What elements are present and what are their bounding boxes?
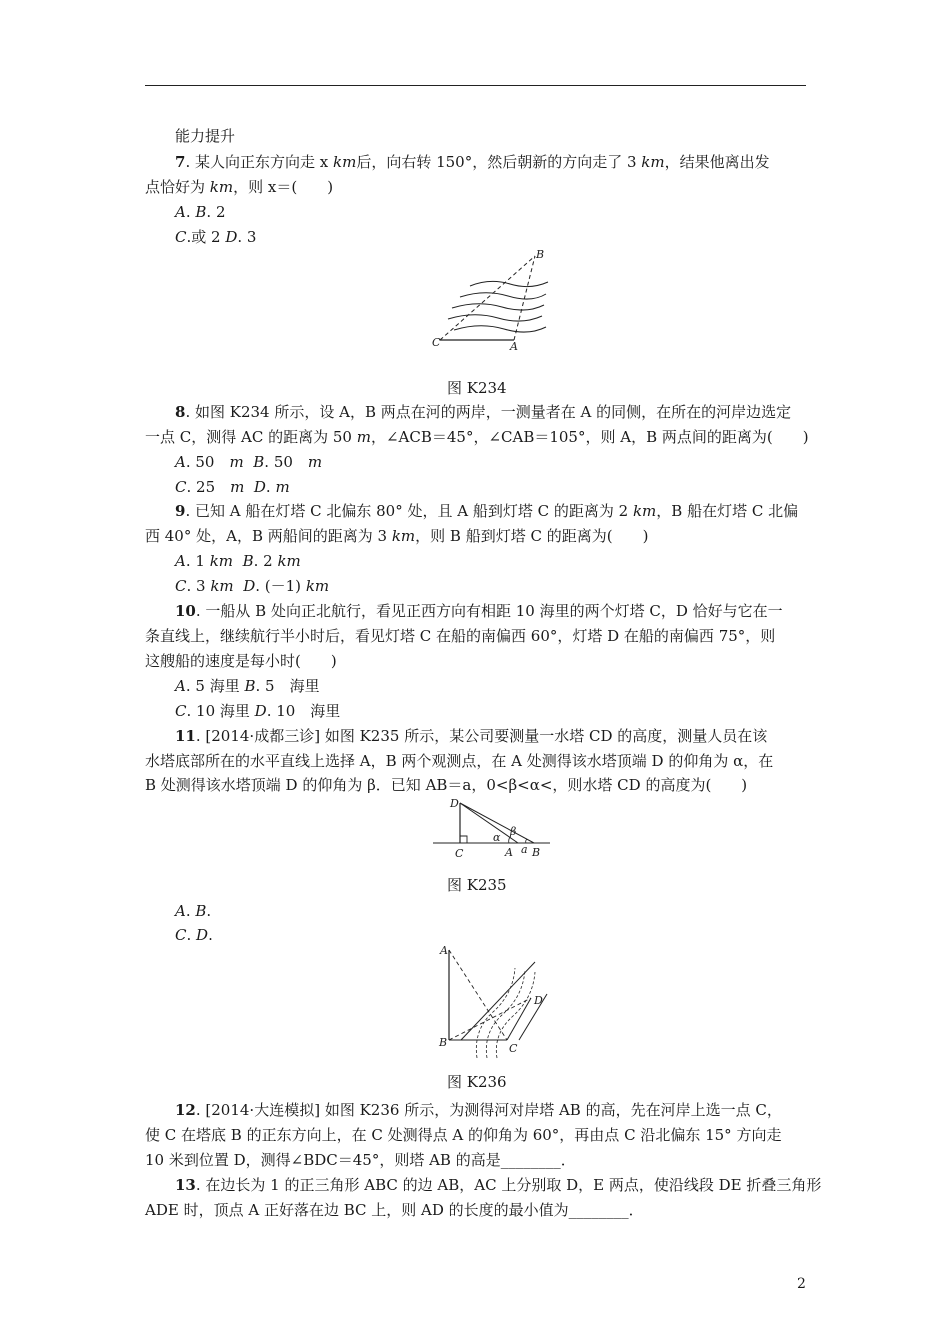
option-b-text: . [206, 902, 212, 920]
label-b: B [439, 1036, 448, 1049]
unit: km [277, 552, 301, 570]
q7-text: ，结果他离出发 [664, 153, 770, 171]
unit: km [305, 577, 330, 595]
q9-text: ，则 B 船到灯塔 C 的距离为( ) [415, 527, 649, 545]
option-d-text: . [208, 926, 213, 944]
label-d: D [450, 797, 459, 810]
option-a-letter: A [175, 203, 186, 221]
option-b-letter: B [195, 203, 207, 221]
figure-k234-caption: 图 K234 [447, 379, 507, 397]
option-c-text: .或 2 [186, 228, 226, 246]
option-b-text: . 50 [264, 453, 308, 471]
q10-options-ab [175, 676, 320, 696]
q10-text: . 一船从 B 处向正北航行，看见正西方向有相距 10 海里的两个灯塔 C，D 恰好与它在一 [195, 602, 783, 620]
q8-text: . 如图 K234 所示，设 A，B 两点在河的两岸，一测量者在 A 的同侧，在所在的河岸边选定 [185, 403, 792, 421]
option-b-letter: B [253, 453, 265, 471]
q7-line1 [175, 152, 770, 172]
option-a-letter: A [175, 453, 186, 471]
option-a-letter: A [175, 902, 186, 920]
label-a: A [505, 846, 513, 859]
figure-k236-caption: 图 K236 [447, 1073, 507, 1091]
option-a-letter: A [175, 677, 186, 695]
q12-number: 12 [175, 1101, 196, 1119]
option-a-text: . [185, 902, 196, 920]
option-c-letter: C [175, 228, 187, 246]
q9-line1 [175, 501, 798, 521]
option-c-text: . 25 [186, 478, 231, 496]
option-d-text: . 10 海里 [266, 702, 341, 720]
option-d-text: . 3 [237, 228, 257, 246]
label-a: A [440, 944, 448, 957]
figure-k236 [435, 940, 555, 1065]
label-beta: β [510, 825, 517, 838]
q9-number: 9 [175, 502, 186, 520]
option-b-text: . 5 海里 [255, 677, 320, 695]
figure-k234 [430, 244, 560, 352]
q7-text: . 某人向正东方向走 x [185, 153, 333, 171]
label-c: C [509, 1042, 518, 1055]
q10-options-cd [175, 701, 340, 721]
unit: km [209, 552, 234, 570]
option-a-text: . 5 海里 [185, 677, 245, 695]
q8-text: 一点 C，测得 AC 的距离为 50 [145, 428, 357, 446]
q7-text: 点恰好为 [145, 178, 210, 196]
label-d: D [534, 994, 543, 1007]
unit: km [632, 502, 657, 520]
q13-line2: ADE 时，顶点 A 正好落在边 BC 上，则 AD 的长度的最小值为________． [145, 1201, 644, 1219]
label-a: A [510, 340, 518, 352]
q13-line1 [175, 1175, 821, 1195]
q9-text: ，B 船在灯塔 C 北偏 [656, 502, 799, 520]
label-b: B [532, 846, 541, 859]
unit: m [229, 453, 244, 471]
option-d-letter: D [225, 228, 238, 246]
q11-line1 [175, 726, 767, 746]
q8-options-ab [175, 452, 322, 472]
option-d-letter: D [253, 478, 266, 496]
bank-line-1 [461, 962, 535, 1040]
q7-options-ab [175, 202, 226, 222]
q11-line2: 水塔底部所在的水平直线上选择 A，B 两个观测点，在 A 处测得该水塔顶端 D 的仰角为 α，在 [145, 752, 774, 770]
option-d-text: . (－1) [255, 577, 306, 595]
q7-text: 后，向右转 150°，然后朝新的方向走了 3 [356, 153, 642, 171]
unit: km [391, 527, 416, 545]
q9-options-cd [175, 576, 329, 596]
q13-number: 13 [175, 1176, 196, 1194]
option-d-letter: D [196, 926, 209, 944]
label-c: C [432, 336, 441, 349]
unit: m [230, 478, 245, 496]
q10-line2: 条直线上，继续航行半小时后，看见灯塔 C 在船的南偏西 60°，灯塔 D 在船的南偏西 75°，则 [145, 627, 776, 645]
q13-text: . 在边长为 1 的正三角形 ABC 的边 AB，AC 上分别取 D，E 两点，使沿线段 DE 折叠三角形 [195, 1176, 822, 1194]
option-b-letter: B [244, 677, 256, 695]
option-c-text: . 10 海里 [186, 702, 255, 720]
q7-line2 [145, 177, 333, 197]
q10-line3: 这艘船的速度是每小时( ) [145, 652, 337, 670]
section-title: 能力提升 [175, 127, 236, 145]
option-b-letter: B [242, 552, 254, 570]
q10-number: 10 [175, 602, 196, 620]
unit: m [307, 453, 323, 471]
option-c-letter: C [175, 702, 187, 720]
label-length-a: a [521, 843, 528, 856]
q12-line1 [175, 1100, 782, 1120]
option-b-letter: B [195, 902, 207, 920]
q8-text: ，∠ACB＝45°，∠CAB＝105°，则 A，B 两点间的距离为( ) [370, 428, 809, 446]
q11-line3: B 处测得该水塔顶端 D 的仰角为 β．已知 AB＝a，0<β<α<，则水塔 CD 的高度为( ) [145, 776, 748, 794]
q11-options-cd [175, 925, 213, 945]
unit: m [275, 478, 290, 496]
q9-text: . 已知 A 船在灯塔 C 北偏东 80° 处，且 A 船到灯塔 C 的距离为 2 [185, 502, 633, 520]
option-c-text: . [186, 926, 197, 944]
q9-line2 [145, 526, 648, 546]
unit: km [641, 153, 665, 171]
q11-text: . [2014·成都三诊] 如图 K235 所示，某公司要测量一水塔 CD 的高度，测量人员在该 [195, 727, 768, 745]
q7-text: ，则 x＝( ) [233, 178, 334, 196]
q12-text: . [2014·大连模拟] 如图 K236 所示，为测得河对岸塔 AB 的高，先在河岸上选一点 C， [195, 1101, 782, 1119]
q9-options-ab [175, 551, 301, 571]
q12-line2: 使 C 在塔底 B 的正东方向上，在 C 处测得点 A 的仰角为 60°，再由点 C 沿北偏东 15° 方向走 [145, 1126, 782, 1144]
option-a-text: . [185, 203, 196, 221]
unit: km [332, 153, 357, 171]
page-number: 2 [797, 1276, 806, 1292]
q8-line2 [145, 427, 809, 447]
label-alpha: α [493, 831, 501, 844]
sightline-ac [449, 950, 507, 1040]
unit: m [356, 428, 371, 446]
q10-line1 [175, 601, 783, 621]
header-rule [145, 85, 806, 86]
q8-options-cd [175, 477, 290, 497]
option-d-letter: D [254, 702, 267, 720]
option-c-letter: C [175, 478, 187, 496]
option-d-text: . [265, 478, 276, 496]
q7-number: 7 [175, 153, 186, 171]
q9-text: 西 40° 处，A，B 两船间的距离为 3 [145, 527, 392, 545]
option-a-text: . 50 [185, 453, 230, 471]
option-b-text: . 2 [253, 552, 278, 570]
q8-number: 8 [175, 403, 186, 421]
segment-cb [440, 256, 535, 340]
option-c-text: . 3 [186, 577, 211, 595]
right-angle-mark [460, 836, 467, 843]
q8-line1 [175, 402, 791, 422]
q11-number: 11 [175, 727, 196, 745]
unit: km [210, 577, 234, 595]
option-d-letter: D [243, 577, 256, 595]
q12-line3: 10 米到位置 D，测得∠BDC＝45°，则塔 AB 的高是________． [145, 1151, 576, 1169]
q11-options-ab [175, 901, 211, 921]
label-c: C [455, 847, 464, 860]
q7-options-cd [175, 227, 256, 247]
option-b-text: . 2 [206, 203, 226, 221]
option-c-letter: C [175, 926, 187, 944]
figure-k235 [430, 795, 555, 863]
option-a-letter: A [175, 552, 186, 570]
unit: km [209, 178, 234, 196]
option-a-text: . 1 [185, 552, 210, 570]
label-b: B [536, 248, 545, 261]
option-c-letter: C [175, 577, 187, 595]
figure-k235-caption: 图 K235 [447, 876, 507, 894]
